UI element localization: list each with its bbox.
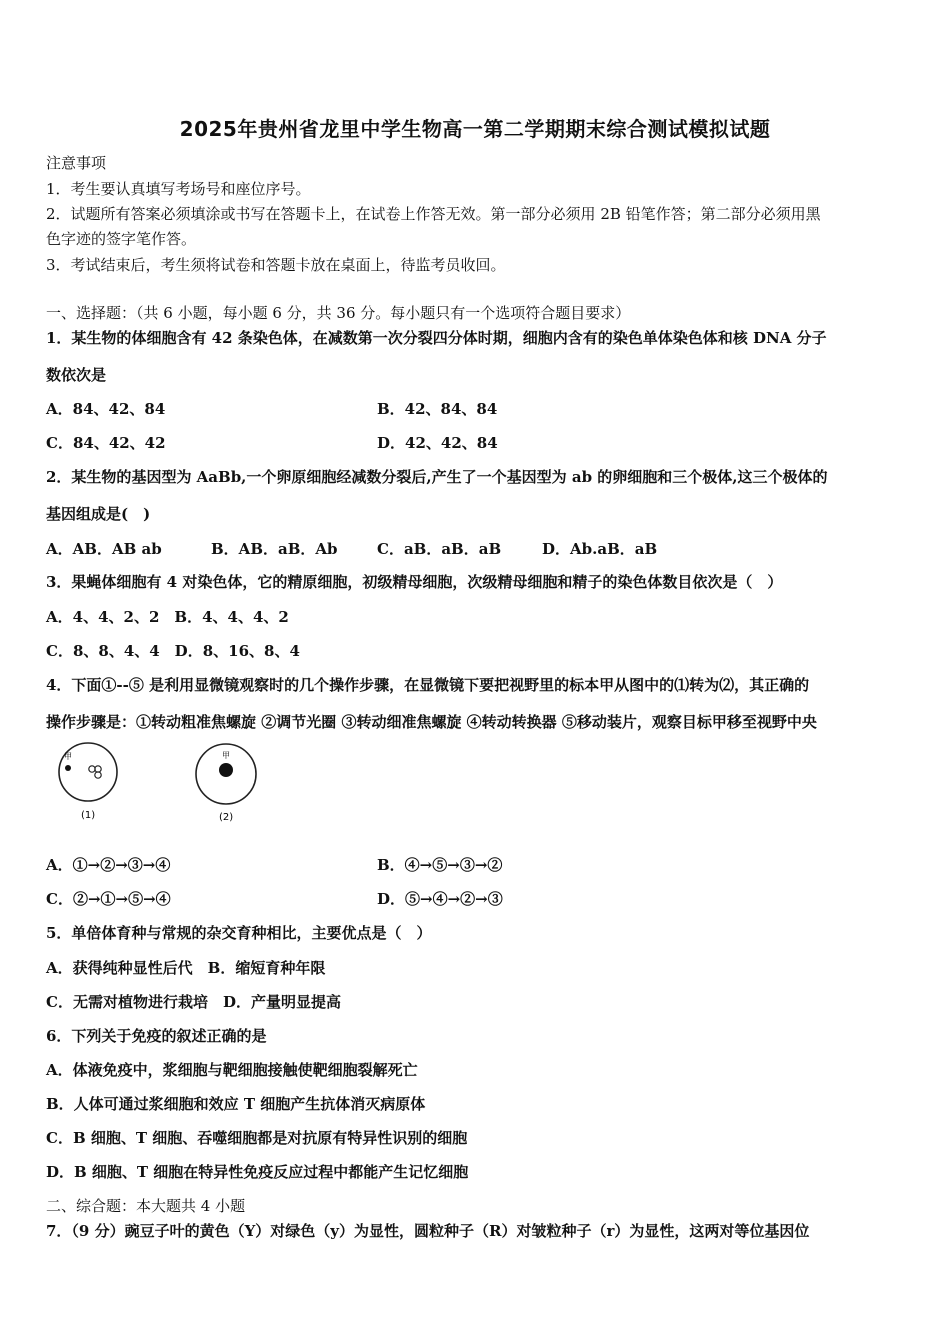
fig-label-jia-2: 甲 [222,751,230,760]
question-4-text: 4．下面①--⑤ 是利用显微镜观察时的几个操作步骤，在显微镜下要把视野里的标本甲从图中的⑴转为⑵，其正确的 [46,676,810,694]
q2-option-d: D．Ab.aB．aB [542,540,658,558]
notice-item: 3．考试结束后，考生须将试卷和答题卡放在桌面上，待监考员收回。 [46,256,506,274]
question-2-text: 2．某生物的基因型为 AaBb,一个卵原细胞经减数分裂后,产生了一个基因型为 ab 的卵细胞和三个极体,这三个极体的 [46,468,828,486]
specimen-jia-dot [65,765,71,771]
notice-item: 1．考生要认真填写考场号和座位序号。 [46,180,311,198]
q3-options-ab: A．4、4、2、2 B．4、4、4、2 [46,608,289,626]
q2-option-c: C．aB．aB．aB [377,540,502,558]
section-heading: 一、选择题：（共 6 小题，每小题 6 分，共 36 分。每小题只有一个选项符合题目要求） [46,304,631,322]
question-2-text-cont: 基因组成是( ) [46,505,151,523]
question-3-text: 3．果蝇体细胞有 4 对染色体，它的精原细胞，初级精母细胞，次级精母细胞和精子的染色体数目依次是（ ） [46,573,783,591]
q1-option-a: A．84、42、84 [46,400,166,418]
fig-label-jia-1: 甲 [64,752,72,761]
question-7-text: 7．（9 分）豌豆子叶的黄色（Y）对绿色（y）为显性，圆粒种子（R）对皱粒种子（r）为显性，这两对等位基因位 [46,1222,810,1240]
q6-option-d: D．B 细胞、T 细胞在特异性免疫反应过程中都能产生记忆细胞 [46,1163,469,1181]
question-5-text: 5．单倍体育种与常规的杂交育种相比，主要优点是（ ） [46,924,432,942]
q6-option-c: C．B 细胞、T 细胞、吞噬细胞都是对抗原有特异性识别的细胞 [46,1129,468,1147]
fig-caption-2: (2) [219,812,234,823]
section-heading: 二、综合题：本大题共 4 小题 [46,1197,246,1215]
microscope-figure [48,740,278,828]
q5-options-ab: A．获得纯种显性后代 B．缩短育种年限 [46,959,326,977]
specimen-jia-magnified [219,763,233,777]
q6-option-b: B．人体可通过浆细胞和效应 T 细胞产生抗体消灭病原体 [46,1095,426,1113]
notice-heading: 注意事项 [46,154,107,172]
q4-option-c: C．②→①→⑤→④ [46,890,171,908]
q4-option-b: B．④→⑤→③→② [377,856,503,874]
q2-option-a: A．AB．AB ab [46,540,162,558]
fig-caption-1: (1) [81,810,96,821]
q1-option-c: C．84、42、42 [46,434,166,452]
question-6-text: 6．下列关于免疫的叙述正确的是 [46,1027,267,1045]
q4-option-d: D．⑤→④→②→③ [377,890,503,908]
q3-options-cd: C．8、8、4、4 D．8、16、8、4 [46,642,300,660]
q1-option-d: D．42、42、84 [377,434,498,452]
q2-option-b: B．AB．aB．Ab [211,540,338,558]
q6-option-a: A．体液免疫中，浆细胞与靶细胞接触使靶细胞裂解死亡 [46,1061,418,1079]
q5-options-cd: C．无需对植物进行栽培 D．产量明显提高 [46,993,341,1011]
question-1-text: 1．某生物的体细胞含有 42 条染色体，在减数第一次分裂四分体时期，细胞内含有的染色单体染色体和核 DNA 分子 [46,329,827,347]
question-4-text-cont: 操作步骤是：①转动粗准焦螺旋 ②调节光圈 ③转动细准焦螺旋 ④转动转换器 ⑤移动装片，观察目标甲移至视野中央 [46,713,817,731]
q4-option-a: A．①→②→③→④ [46,856,171,874]
page-title: 2025年贵州省龙里中学生物高一第二学期期末综合测试模拟试题 [179,117,771,141]
notice-item: 2．试题所有答案必须填涂或书写在答题卡上，在试卷上作答无效。第一部分必须用 2B 铅笔作答；第二部分必须用黑 [46,205,821,223]
question-1-text-cont: 数依次是 [46,366,107,384]
notice-item: 色字迹的签字笔作答。 [46,230,197,248]
q1-option-b: B．42、84、84 [377,400,498,418]
